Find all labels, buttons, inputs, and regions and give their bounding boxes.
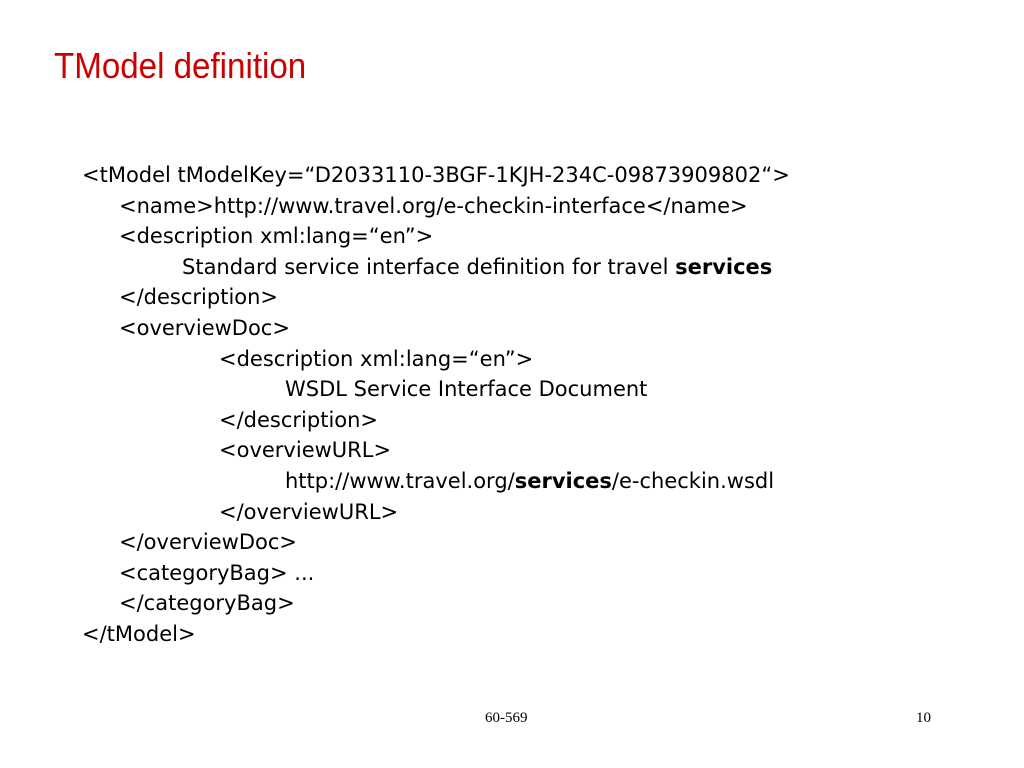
- url-suffix: /e-checkin.wsdl: [611, 468, 775, 493]
- code-line-description-close: </description>: [119, 285, 279, 310]
- url-bold-segment: services: [514, 468, 612, 493]
- code-line-doc-description-close: </description>: [219, 407, 379, 432]
- code-line-categorybag-open: <categoryBag> ...: [119, 560, 315, 585]
- code-line-overviewurl-close: </overviewURL>: [219, 499, 399, 524]
- code-line-doc-description-open: <description xml:lang=“en”>: [219, 346, 534, 371]
- footer-page-number: 10: [916, 710, 931, 726]
- code-line-categorybag-close: </categoryBag>: [119, 591, 295, 616]
- url-prefix: http://www.travel.org/: [285, 468, 515, 493]
- code-line-tmodel-close: </tModel>: [82, 621, 196, 646]
- code-line-overviewdoc-close: </overviewDoc>: [119, 530, 298, 555]
- slide-title: TModel definition: [54, 45, 307, 86]
- code-line-description-open: <description xml:lang=“en”>: [119, 224, 434, 249]
- code-line-doc-description-text: WSDL Service Interface Document: [285, 377, 648, 402]
- code-line-overviewurl-open: <overviewURL>: [219, 438, 392, 463]
- code-line-description-text: [82, 252, 982, 283]
- description-text: Standard service interface definition for travel: [182, 254, 676, 279]
- code-line-overviewurl-value: [82, 466, 982, 497]
- code-line-tmodel-open: <tModel tModelKey=“D2033110-3BGF-1KJH-234C-09873909802“>: [82, 163, 790, 187]
- description-text-bold: services: [675, 254, 773, 279]
- code-line-overviewdoc-open: <overviewDoc>: [119, 315, 290, 340]
- footer-course-code: 60-569: [485, 710, 528, 726]
- code-line-name: <name>http://www.travel.org/e-checkin-interface</name>: [119, 193, 748, 218]
- tmodel-code-block: [82, 160, 982, 650]
